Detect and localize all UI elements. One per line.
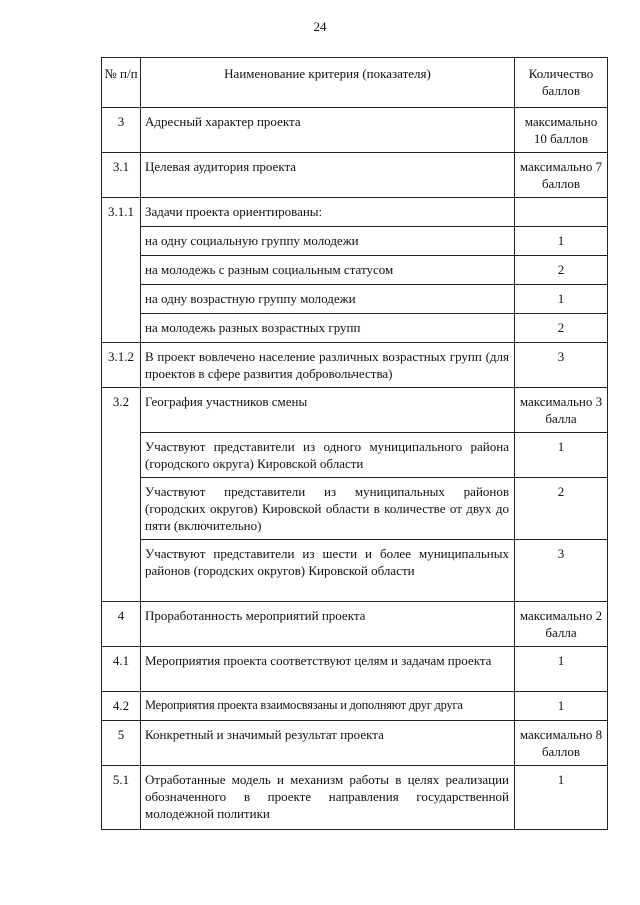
table-row — [102, 314, 608, 343]
row-number: 3 — [102, 108, 141, 153]
table-row — [102, 647, 608, 692]
row-number: 3.1.1 — [102, 198, 141, 343]
row-criterion: на молодежь с разным социальным статусом — [141, 256, 515, 285]
row-criterion: на одну социальную группу молодежи — [141, 227, 515, 256]
row-criterion: Отработанные модель и механизм работы в целях реализации обозначенного в проекте направления государственной молодежной политики — [141, 766, 515, 830]
row-criterion: Целевая аудитория проекта — [141, 153, 515, 198]
table-row — [102, 766, 608, 830]
criteria-table — [101, 57, 608, 830]
row-score: максимально 8 баллов — [515, 721, 608, 766]
header-number: № п/п — [102, 58, 141, 108]
row-score: 2 — [515, 478, 608, 540]
table-row — [102, 721, 608, 766]
table-row — [102, 343, 608, 388]
table-row — [102, 478, 608, 540]
row-score: 1 — [515, 692, 608, 721]
row-number: 4.1 — [102, 647, 141, 692]
row-criterion: на молодежь разных возрастных групп — [141, 314, 515, 343]
row-criterion: География участников смены — [141, 388, 515, 433]
table-row — [102, 227, 608, 256]
table-header-row — [102, 58, 608, 108]
table-row — [102, 602, 608, 647]
row-score: 1 — [515, 433, 608, 478]
row-score: 3 — [515, 540, 608, 602]
table-row — [102, 388, 608, 433]
table-row — [102, 153, 608, 198]
row-number: 5 — [102, 721, 141, 766]
row-criterion: Участвуют представители из одного муниципального района (городского округа) Кировской области — [141, 433, 515, 478]
row-score: 1 — [515, 285, 608, 314]
row-score: максимально 3 балла — [515, 388, 608, 433]
table-row — [102, 108, 608, 153]
table-row — [102, 540, 608, 602]
row-score: максимально 10 баллов — [515, 108, 608, 153]
row-number: 4.2 — [102, 692, 141, 721]
row-score: максимально 2 балла — [515, 602, 608, 647]
row-score: 1 — [515, 647, 608, 692]
row-score: 2 — [515, 256, 608, 285]
row-score: 1 — [515, 227, 608, 256]
row-score: 3 — [515, 343, 608, 388]
row-criterion: Участвуют представители из муниципальных районов (городских округов) Кировской области в количестве от двух до пяти (включительно) — [141, 478, 515, 540]
row-number: 3.1 — [102, 153, 141, 198]
row-criterion: на одну возрастную группу молодежи — [141, 285, 515, 314]
table-row — [102, 256, 608, 285]
row-criterion: Конкретный и значимый результат проекта — [141, 721, 515, 766]
table-row — [102, 198, 608, 227]
row-criterion: Участвуют представители из шести и более муниципальных районов (городских округов) Кировской области — [141, 540, 515, 602]
table-row — [102, 692, 608, 721]
row-score: максимально 7 баллов — [515, 153, 608, 198]
row-number: 5.1 — [102, 766, 141, 830]
header-criterion-name: Наименование критерия (показателя) — [141, 58, 515, 108]
row-criterion: Задачи проекта ориентированы: — [141, 198, 515, 227]
row-number: 3.1.2 — [102, 343, 141, 388]
row-criterion: Мероприятия проекта взаимосвязаны и дополняют друг друга — [141, 692, 515, 721]
row-score: 1 — [515, 766, 608, 830]
table-row — [102, 285, 608, 314]
row-score — [515, 198, 608, 227]
row-criterion: Мероприятия проекта соответствуют целям и задачам проекта — [141, 647, 515, 692]
row-number: 4 — [102, 602, 141, 647]
row-criterion: Проработанность мероприятий проекта — [141, 602, 515, 647]
row-score: 2 — [515, 314, 608, 343]
table-row — [102, 433, 608, 478]
page-number: 24 — [313, 19, 327, 34]
row-criterion: В проект вовлечено население различных возрастных групп (для проектов в сфере развития добровольчества) — [141, 343, 515, 388]
row-criterion: Адресный характер проекта — [141, 108, 515, 153]
header-score: Количество баллов — [515, 58, 608, 108]
row-number: 3.2 — [102, 388, 141, 602]
